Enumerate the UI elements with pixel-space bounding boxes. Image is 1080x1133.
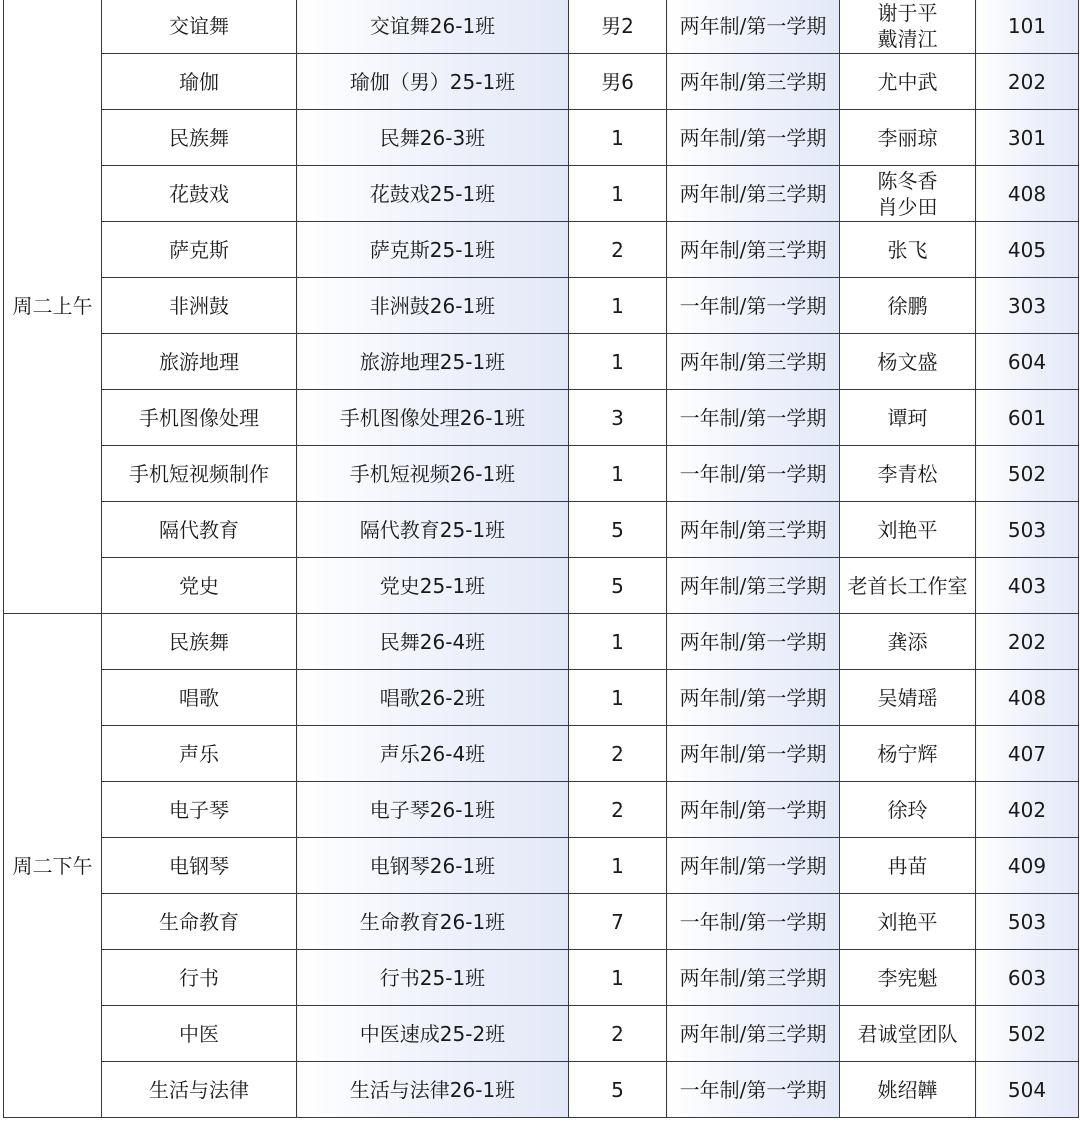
group-cell: 1	[569, 334, 667, 390]
class-cell: 行书25-1班	[297, 950, 569, 1006]
teacher-name: 刘艳平	[877, 909, 938, 934]
room-cell: 502	[976, 1006, 1079, 1062]
teacher-cell	[840, 334, 976, 390]
group-cell: 3	[569, 390, 667, 446]
table-row	[4, 838, 1079, 894]
course-cell: 手机图像处理	[102, 390, 297, 446]
teacher-name: 李丽琼	[877, 125, 938, 150]
class-cell: 生命教育26-1班	[297, 894, 569, 950]
teacher-cell	[840, 110, 976, 166]
teacher-name: 谢于平	[877, 0, 938, 25]
course-cell: 唱歌	[102, 670, 297, 726]
system-cell: 两年制/第一学期	[667, 838, 840, 894]
class-cell: 唱歌26-2班	[297, 670, 569, 726]
class-cell: 萨克斯25-1班	[297, 222, 569, 278]
period-cell: 周二上午	[4, 0, 102, 614]
system-cell: 两年制/第一学期	[667, 670, 840, 726]
group-cell: 1	[569, 110, 667, 166]
room-cell: 303	[976, 278, 1079, 334]
teacher-cell	[840, 726, 976, 782]
teacher-name: 刘艳平	[877, 517, 938, 542]
system-cell: 一年制/第一学期	[667, 894, 840, 950]
class-cell: 旅游地理25-1班	[297, 334, 569, 390]
class-cell: 党史25-1班	[297, 558, 569, 614]
table-row	[4, 558, 1079, 614]
teacher-name: 尤中武	[877, 69, 938, 94]
system-cell: 两年制/第三学期	[667, 54, 840, 110]
system-cell: 一年制/第一学期	[667, 1062, 840, 1118]
room-cell: 601	[976, 390, 1079, 446]
course-cell: 电子琴	[102, 782, 297, 838]
schedule-body	[4, 0, 1079, 1118]
group-cell: 2	[569, 222, 667, 278]
table-row	[4, 446, 1079, 502]
teacher-name: 李宪魁	[877, 965, 938, 990]
group-cell: 2	[569, 726, 667, 782]
course-cell: 隔代教育	[102, 502, 297, 558]
group-cell: 5	[569, 1062, 667, 1118]
teacher-cell	[840, 222, 976, 278]
system-cell: 一年制/第一学期	[667, 278, 840, 334]
teacher-name: 陈冬香	[877, 168, 938, 193]
system-cell: 两年制/第三学期	[667, 334, 840, 390]
room-cell: 405	[976, 222, 1079, 278]
course-cell: 党史	[102, 558, 297, 614]
teacher-cell	[840, 390, 976, 446]
teacher-cell	[840, 782, 976, 838]
teacher-name: 吴婧瑶	[877, 685, 938, 710]
system-cell: 两年制/第三学期	[667, 502, 840, 558]
system-cell: 两年制/第三学期	[667, 950, 840, 1006]
group-cell: 1	[569, 166, 667, 222]
room-cell: 409	[976, 838, 1079, 894]
room-cell: 101	[976, 0, 1079, 54]
class-cell: 花鼓戏25-1班	[297, 166, 569, 222]
course-cell: 非洲鼓	[102, 278, 297, 334]
teacher-cell	[840, 838, 976, 894]
class-cell: 手机短视频26-1班	[297, 446, 569, 502]
room-cell: 301	[976, 110, 1079, 166]
class-cell: 交谊舞26-1班	[297, 0, 569, 54]
group-cell: 1	[569, 670, 667, 726]
teacher-name: 冉苗	[887, 853, 928, 878]
group-cell: 2	[569, 1006, 667, 1062]
room-cell: 407	[976, 726, 1079, 782]
group-cell: 2	[569, 782, 667, 838]
table-row	[4, 894, 1079, 950]
table-row	[4, 110, 1079, 166]
group-cell: 男6	[569, 54, 667, 110]
table-row	[4, 54, 1079, 110]
teacher-name: 张飞	[887, 237, 928, 262]
course-cell: 生命教育	[102, 894, 297, 950]
table-row	[4, 1062, 1079, 1118]
teacher-cell	[840, 502, 976, 558]
teacher-cell	[840, 670, 976, 726]
class-cell: 手机图像处理26-1班	[297, 390, 569, 446]
room-cell: 202	[976, 54, 1079, 110]
room-cell: 402	[976, 782, 1079, 838]
group-cell: 5	[569, 558, 667, 614]
room-cell: 503	[976, 894, 1079, 950]
system-cell: 一年制/第一学期	[667, 390, 840, 446]
teacher-name: 徐鹏	[887, 293, 928, 318]
room-cell: 603	[976, 950, 1079, 1006]
room-cell: 502	[976, 446, 1079, 502]
table-row	[4, 614, 1079, 670]
course-cell: 手机短视频制作	[102, 446, 297, 502]
teacher-name: 龚添	[887, 629, 928, 654]
class-cell: 电钢琴26-1班	[297, 838, 569, 894]
course-cell: 交谊舞	[102, 0, 297, 54]
teacher-name: 戴清江	[877, 26, 938, 51]
system-cell: 两年制/第三学期	[667, 222, 840, 278]
room-cell: 408	[976, 166, 1079, 222]
group-cell: 1	[569, 446, 667, 502]
class-cell: 非洲鼓26-1班	[297, 278, 569, 334]
teacher-name: 徐玲	[887, 797, 928, 822]
table-row	[4, 390, 1079, 446]
group-cell: 5	[569, 502, 667, 558]
table-row	[4, 0, 1079, 54]
teacher-cell	[840, 614, 976, 670]
class-cell: 民舞26-4班	[297, 614, 569, 670]
system-cell: 一年制/第一学期	[667, 446, 840, 502]
course-cell: 声乐	[102, 726, 297, 782]
teacher-name: 姚绍韡	[877, 1077, 938, 1102]
course-cell: 行书	[102, 950, 297, 1006]
table-row	[4, 278, 1079, 334]
group-cell: 1	[569, 278, 667, 334]
system-cell: 两年制/第三学期	[667, 1006, 840, 1062]
class-cell: 隔代教育25-1班	[297, 502, 569, 558]
teacher-name: 老首长工作室	[847, 573, 968, 598]
class-cell: 电子琴26-1班	[297, 782, 569, 838]
group-cell: 1	[569, 950, 667, 1006]
teacher-cell	[840, 278, 976, 334]
system-cell: 两年制/第一学期	[667, 0, 840, 54]
group-cell: 男2	[569, 0, 667, 54]
course-cell: 瑜伽	[102, 54, 297, 110]
class-cell: 民舞26-3班	[297, 110, 569, 166]
room-cell: 504	[976, 1062, 1079, 1118]
teacher-cell	[840, 0, 976, 54]
table-row	[4, 670, 1079, 726]
system-cell: 两年制/第一学期	[667, 782, 840, 838]
teacher-name: 李青松	[877, 461, 938, 486]
course-cell: 民族舞	[102, 110, 297, 166]
course-cell: 萨克斯	[102, 222, 297, 278]
table-row	[4, 502, 1079, 558]
table-row	[4, 166, 1079, 222]
room-cell: 403	[976, 558, 1079, 614]
teacher-cell	[840, 166, 976, 222]
course-cell: 民族舞	[102, 614, 297, 670]
teacher-cell	[840, 1062, 976, 1118]
system-cell: 两年制/第一学期	[667, 110, 840, 166]
system-cell: 两年制/第三学期	[667, 166, 840, 222]
room-cell: 604	[976, 334, 1079, 390]
teacher-cell	[840, 894, 976, 950]
course-cell: 电钢琴	[102, 838, 297, 894]
class-cell: 生活与法律26-1班	[297, 1062, 569, 1118]
course-cell: 中医	[102, 1006, 297, 1062]
table-row	[4, 334, 1079, 390]
teacher-cell	[840, 558, 976, 614]
table-row	[4, 1006, 1079, 1062]
table-row	[4, 222, 1079, 278]
table-row	[4, 950, 1079, 1006]
teacher-cell	[840, 54, 976, 110]
room-cell: 503	[976, 502, 1079, 558]
teacher-name: 杨宁辉	[877, 741, 938, 766]
teacher-name: 杨文盛	[877, 349, 938, 374]
teacher-cell	[840, 950, 976, 1006]
system-cell: 两年制/第三学期	[667, 558, 840, 614]
course-cell: 旅游地理	[102, 334, 297, 390]
period-cell: 周二下午	[4, 614, 102, 1118]
teacher-cell	[840, 1006, 976, 1062]
system-cell: 两年制/第一学期	[667, 614, 840, 670]
group-cell: 1	[569, 614, 667, 670]
teacher-cell	[840, 446, 976, 502]
room-cell: 408	[976, 670, 1079, 726]
schedule-table	[3, 0, 1079, 1118]
table-row	[4, 726, 1079, 782]
teacher-name: 肖少田	[877, 194, 938, 219]
course-cell: 生活与法律	[102, 1062, 297, 1118]
course-cell: 花鼓戏	[102, 166, 297, 222]
group-cell: 1	[569, 838, 667, 894]
teacher-name: 君诚堂团队	[857, 1021, 958, 1046]
table-row	[4, 782, 1079, 838]
class-cell: 声乐26-4班	[297, 726, 569, 782]
teacher-name: 谭珂	[887, 405, 928, 430]
class-cell: 中医速成25-2班	[297, 1006, 569, 1062]
room-cell: 202	[976, 614, 1079, 670]
group-cell: 7	[569, 894, 667, 950]
class-cell: 瑜伽（男）25-1班	[297, 54, 569, 110]
system-cell: 两年制/第一学期	[667, 726, 840, 782]
